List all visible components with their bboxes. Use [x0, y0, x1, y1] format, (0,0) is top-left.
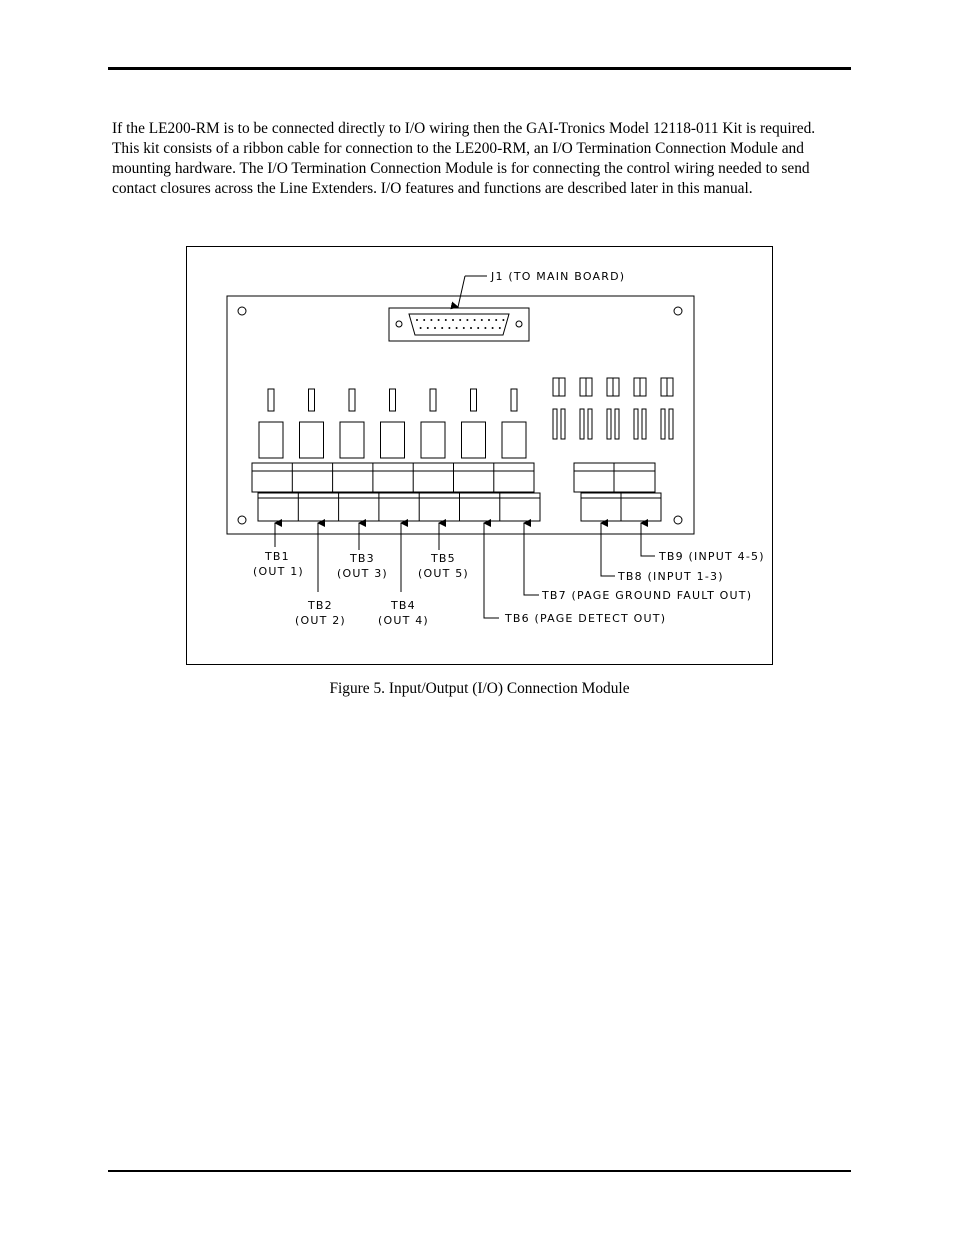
tb4-sublabel: (OUT 4)	[378, 614, 429, 627]
mounting-hole	[674, 516, 682, 524]
input-resistor	[615, 409, 619, 439]
tb6-leader	[484, 523, 499, 618]
intro-paragraph: If the LE200-RM is to be connected directly to I/O wiring then the GAI-Tronics Model 12118-011 Kit is required. This kit consists of a ribbon cable for connection to the LE200-RM, an I/O Termination Connection Module and mounting hardware. The I/O Termination Connection Module is for connecting the control wiring needed to send contact closures across the Line Extenders. I/O features and functions are described later in this manual.	[112, 120, 816, 197]
tb4-label: TB4	[391, 599, 416, 612]
relay-indicator	[268, 389, 274, 411]
tb1-label: TB1	[265, 550, 290, 563]
relay-indicator	[349, 389, 355, 411]
input-resistor	[553, 409, 557, 439]
io-module-drawing	[187, 247, 774, 666]
tb5-sublabel: (OUT 5)	[418, 567, 469, 580]
tb9-label: TB9 (INPUT 4-5)	[659, 550, 765, 563]
footer-rule	[108, 1170, 851, 1172]
mounting-hole	[238, 516, 246, 524]
input-resistor	[661, 409, 665, 439]
input-resistor	[561, 409, 565, 439]
tb1-sublabel: (OUT 1)	[253, 565, 304, 578]
tb6-label: TB6 (PAGE DETECT OUT)	[505, 612, 667, 625]
relay	[462, 422, 486, 458]
relay-indicator	[471, 389, 477, 411]
tb5-label: TB5	[431, 552, 456, 565]
input-resistor	[588, 409, 592, 439]
tb7-label: TB7 (PAGE GROUND FAULT OUT)	[542, 589, 753, 602]
relay	[502, 422, 526, 458]
relay	[300, 422, 324, 458]
relay-indicator	[511, 389, 517, 411]
input-resistor	[669, 409, 673, 439]
mounting-hole	[238, 307, 246, 315]
relay	[340, 422, 364, 458]
input-resistor	[580, 409, 584, 439]
tb2-sublabel: (OUT 2)	[295, 614, 346, 627]
tb8-label: TB8 (INPUT 1-3)	[618, 570, 724, 583]
j1-label: J1 (TO MAIN BOARD)	[491, 270, 626, 283]
output-terminal-blocks	[252, 463, 540, 521]
input-terminal-blocks	[574, 463, 661, 521]
relay	[381, 422, 405, 458]
relay-indicator	[430, 389, 436, 411]
tb3-label: TB3	[350, 552, 375, 565]
input-resistor	[607, 409, 611, 439]
relay-indicator	[390, 389, 396, 411]
j1-arrow	[458, 276, 465, 307]
io-module-figure	[186, 246, 773, 665]
figure-caption: Figure 5. Input/Output (I/O) Connection Module	[329, 680, 630, 697]
tb3-sublabel: (OUT 3)	[337, 567, 388, 580]
tb9-leader	[641, 523, 655, 556]
relay-group	[259, 389, 526, 458]
tb2-label: TB2	[308, 599, 333, 612]
relay	[259, 422, 283, 458]
relay	[421, 422, 445, 458]
j1-connector	[389, 308, 529, 341]
header-rule	[108, 67, 851, 70]
input-components	[553, 378, 673, 439]
tb8-leader	[601, 523, 615, 576]
input-resistor	[634, 409, 638, 439]
input-resistor	[642, 409, 646, 439]
mounting-hole	[674, 307, 682, 315]
relay-indicator	[309, 389, 315, 411]
